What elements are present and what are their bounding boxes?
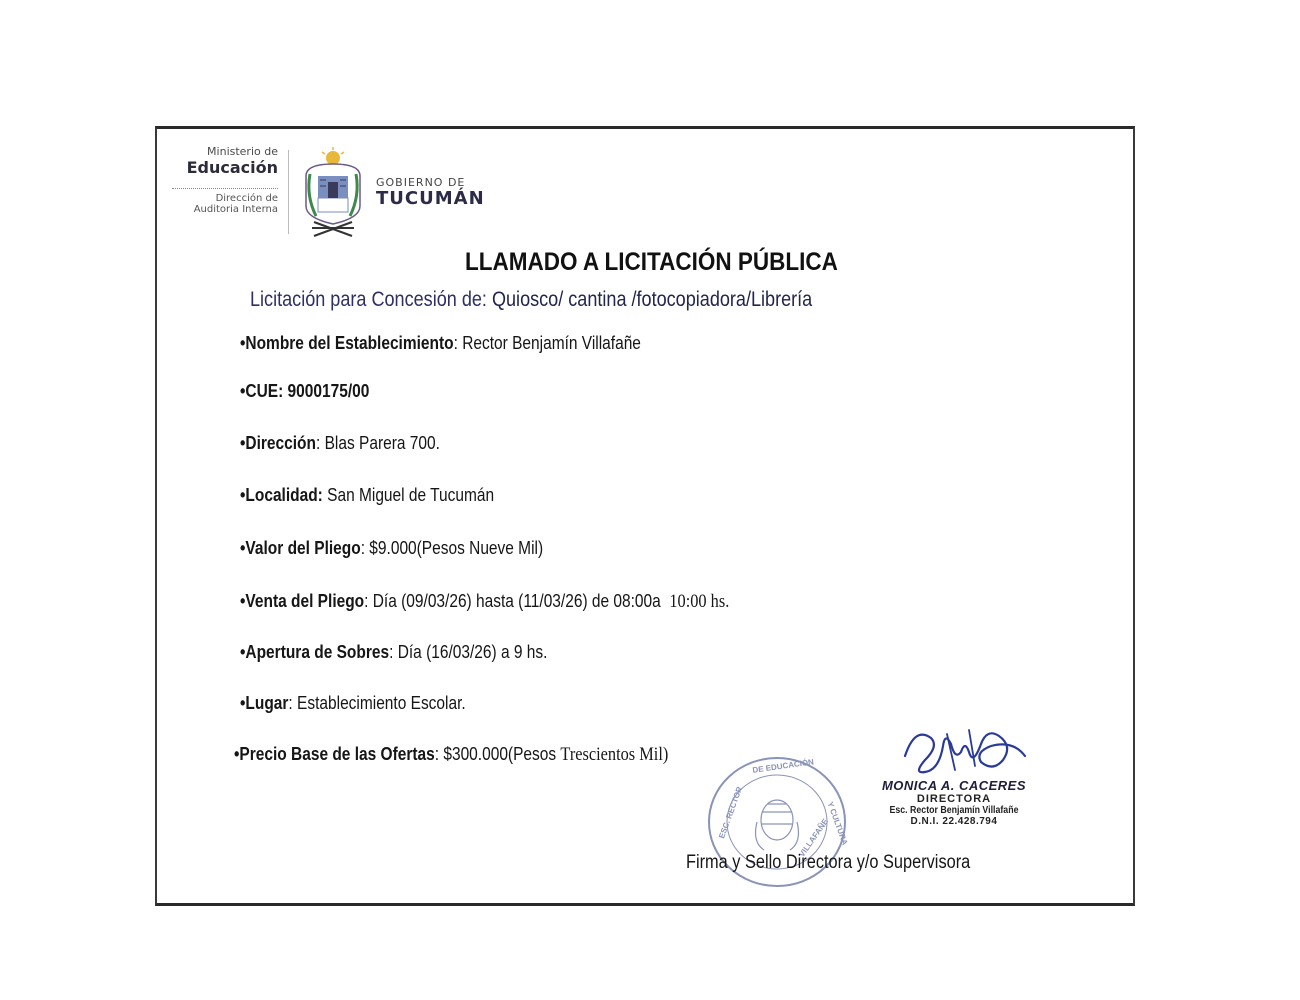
tucuman-emblem-icon bbox=[298, 146, 368, 238]
ministry-name: Educación bbox=[186, 158, 278, 177]
field-value: Día (16/03/26) a 9 hs. bbox=[397, 642, 548, 662]
field-apertura: •Apertura de Sobres: Día (16/03/26) a 9 hs. bbox=[240, 642, 548, 662]
field-value: Blas Parera 700. bbox=[324, 433, 440, 453]
subtitle-value: Quiosco/ cantina /fotocopiadora/Librería bbox=[491, 288, 813, 311]
field-label: •Valor del Pliego bbox=[240, 538, 361, 558]
field-lugar: •Lugar: Establecimiento Escolar. bbox=[240, 693, 466, 713]
field-label: •Apertura de Sobres bbox=[240, 642, 390, 662]
field-direccion: •Dirección: Blas Parera 700. bbox=[240, 433, 440, 453]
signatory-school: Esc. Rector Benjamín Villafañe bbox=[889, 805, 1019, 816]
field-value: Establecimiento Escolar. bbox=[297, 693, 466, 713]
field-establecimiento: •Nombre del Establecimiento: Rector Benjamín Villafañe bbox=[240, 333, 641, 353]
field-value: Día (09/03/26) hasta (11/03/26) de 08:00a bbox=[372, 591, 661, 611]
field-label: •CUE: 9000175/00 bbox=[240, 381, 370, 401]
svg-text:VILLAFAÑE: VILLAFAÑE bbox=[797, 817, 831, 859]
field-precio-base: •Precio Base de las Ofertas: $300.000(Pesos Trescientos Mil) bbox=[234, 744, 669, 765]
ministry-dept-line1: Dirección de bbox=[215, 193, 278, 204]
field-value: $9.000(Pesos Nueve Mil) bbox=[369, 538, 544, 558]
field-label: •Dirección bbox=[240, 433, 316, 453]
gov-name: TUCUMÁN bbox=[376, 188, 485, 209]
field-label: •Venta del Pliego bbox=[240, 591, 365, 611]
svg-text:Y CULTURA: Y CULTURA bbox=[825, 800, 850, 847]
subtitle bbox=[250, 288, 812, 312]
field-localidad bbox=[240, 485, 494, 506]
svg-text:ESC. RECTOR: ESC. RECTOR bbox=[717, 785, 745, 840]
signatory-role: DIRECTORA bbox=[916, 793, 992, 805]
field-valor-pliego: •Valor del Pliego: $9.000(Pesos Nueve Mil) bbox=[240, 538, 544, 558]
ministry-dept-line2: Auditoria Interna bbox=[193, 204, 278, 215]
gov-prefix: GOBIERNO DE bbox=[376, 176, 466, 189]
field-value: $300.000(Pesos bbox=[443, 744, 557, 764]
field-label: •Precio Base de las Ofertas bbox=[234, 744, 435, 764]
header-divider bbox=[288, 150, 289, 234]
field-cue bbox=[240, 381, 369, 402]
field-venta-pliego: •Venta del Pliego: Día (09/03/26) hasta (11/03/26) de 08:00a 10:00 hs. bbox=[240, 591, 730, 612]
page-title: LLAMADO A LICITACIÓN PÚBLICA bbox=[465, 248, 838, 276]
subtitle-label: Licitación para Concesión de: bbox=[250, 288, 487, 311]
ministry-divider bbox=[172, 188, 278, 189]
field-value: San Miguel de Tucumán bbox=[327, 485, 495, 505]
ministry-prefix: Ministerio de bbox=[207, 145, 278, 158]
signatory-dni: D.N.I. 22.428.794 bbox=[910, 816, 998, 827]
field-label: •Lugar bbox=[240, 693, 289, 713]
ministry-logo bbox=[162, 146, 278, 215]
field-label: •Nombre del Establecimiento bbox=[240, 333, 454, 353]
government-logo-text bbox=[376, 176, 485, 209]
signatory-name: MONICA A. CACERES bbox=[881, 778, 1027, 793]
svg-text:DE EDUCACIÓN: DE EDUCACIÓN bbox=[751, 757, 815, 775]
signature-block bbox=[866, 778, 1042, 827]
signature-caption: Firma y Sello Directora y/o Supervisora bbox=[686, 852, 971, 873]
field-value-words: Trescientos Mil) bbox=[560, 744, 669, 765]
field-label: •Localidad: bbox=[240, 485, 323, 505]
handwritten-signature bbox=[895, 716, 1035, 786]
field-value-time: 10:00 hs. bbox=[669, 591, 730, 612]
field-value: Rector Benjamín Villafañe bbox=[462, 333, 641, 353]
